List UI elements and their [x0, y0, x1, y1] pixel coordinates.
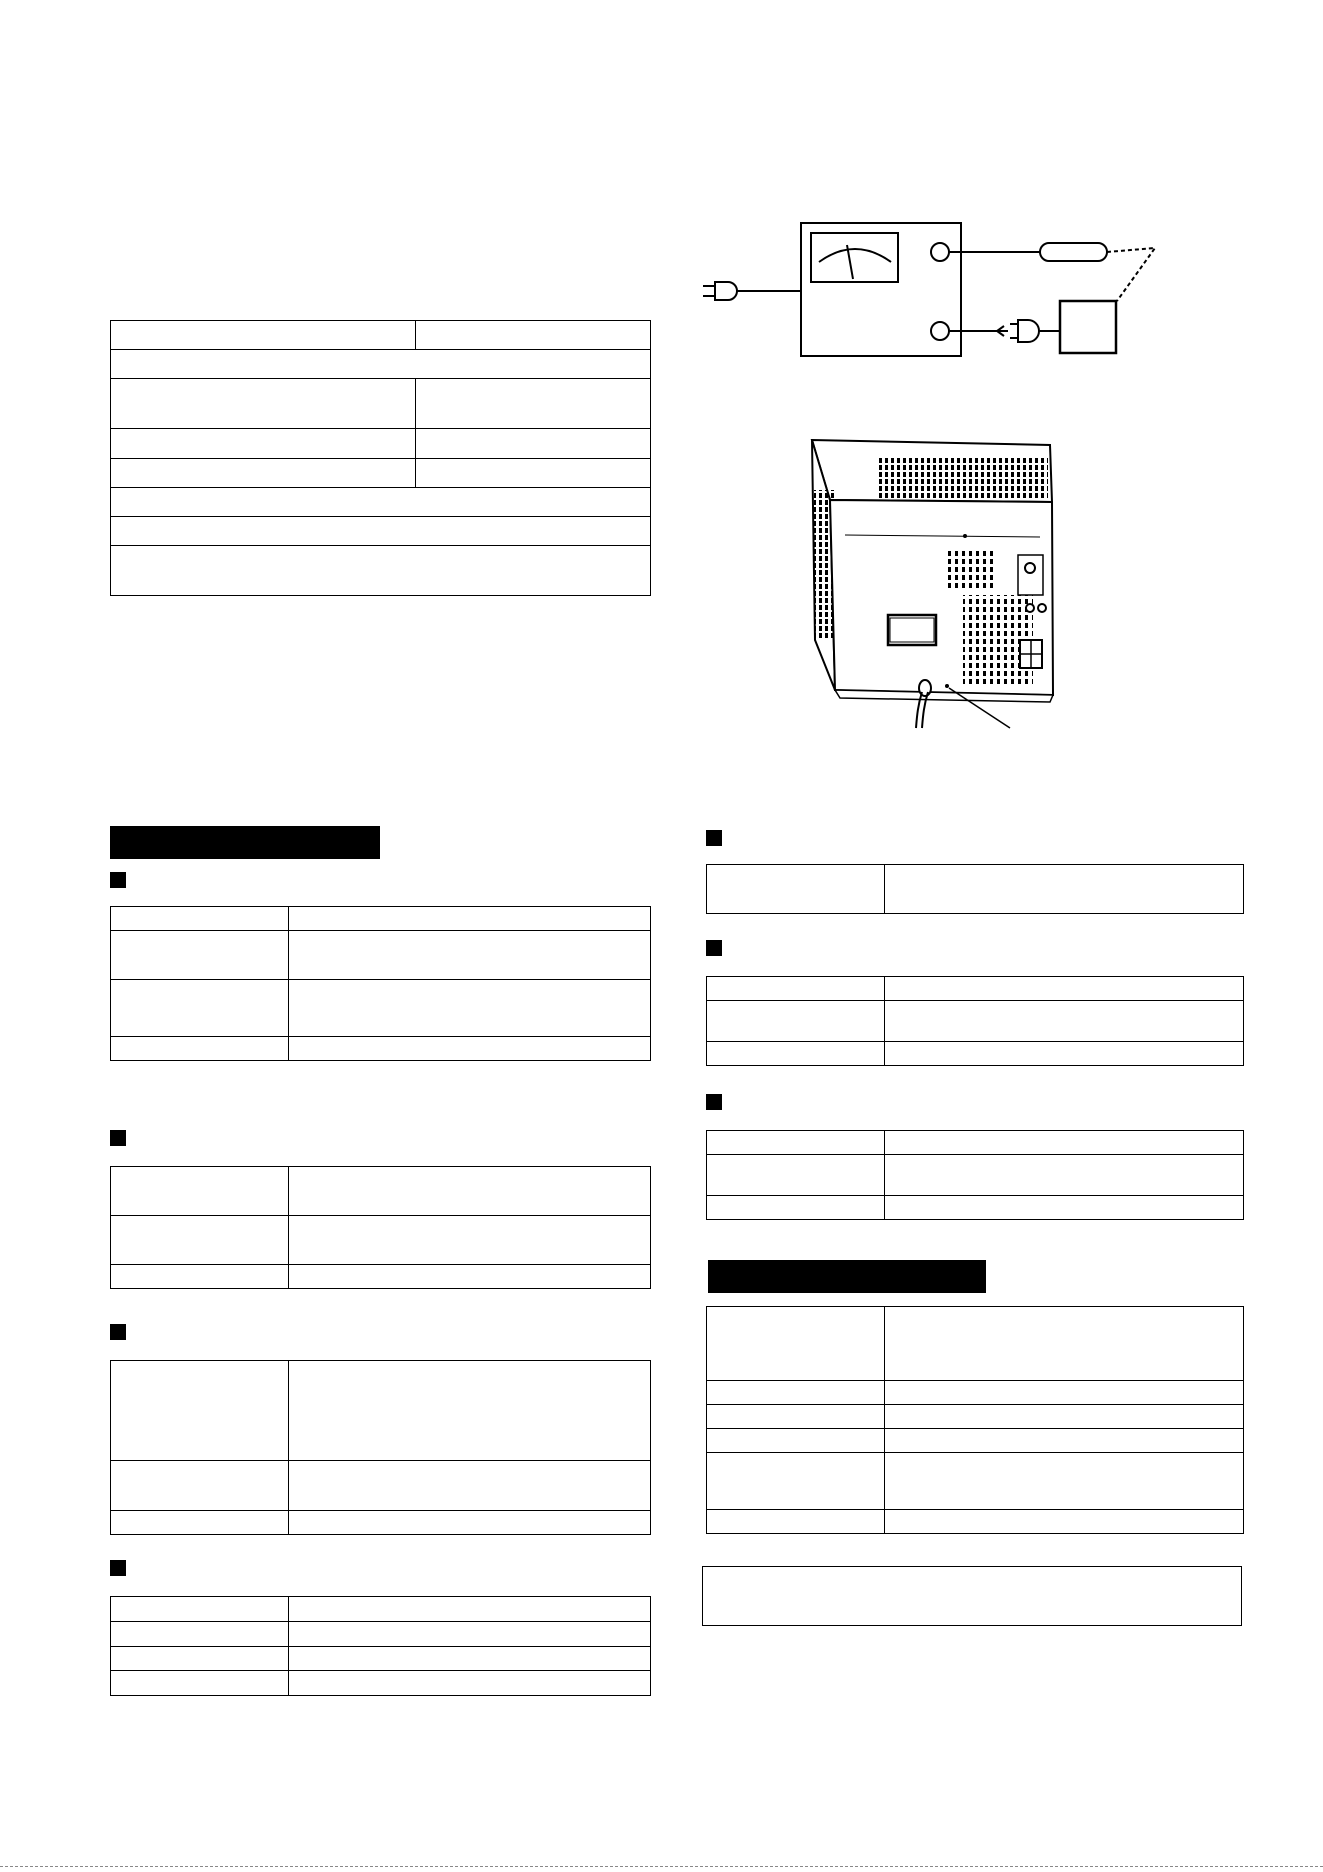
table-cell — [111, 980, 289, 1037]
table-cell — [707, 1307, 885, 1381]
section-heading-bar — [708, 1260, 986, 1293]
note-box — [702, 1566, 1242, 1626]
bullet-square-icon — [110, 1324, 126, 1340]
table-cell — [707, 1453, 885, 1510]
bullet-square-icon — [706, 940, 722, 956]
table-cell — [707, 1196, 885, 1220]
meter-dial-icon — [811, 233, 898, 282]
section-heading-bar — [110, 826, 380, 859]
table-cell — [111, 1597, 289, 1622]
table-cell — [111, 429, 416, 459]
table-cell — [111, 1361, 289, 1461]
table-cell — [885, 977, 1244, 1001]
bullet-square-icon — [110, 872, 126, 888]
table-cell — [707, 1381, 885, 1405]
stereo-unit-rear-icon — [800, 430, 1070, 730]
spec-table — [706, 1306, 1244, 1534]
spec-table — [110, 1166, 651, 1289]
table-cell — [289, 907, 651, 931]
meter-connection-diagram — [695, 215, 1175, 365]
probe-icon — [1040, 243, 1107, 261]
table-cell — [111, 321, 416, 350]
meter-terminal — [931, 322, 949, 340]
table-cell — [885, 1510, 1244, 1534]
table-cell — [707, 977, 885, 1001]
spec-table — [110, 1596, 651, 1696]
table-cell — [111, 907, 289, 931]
table-cell — [416, 321, 651, 350]
table-cell — [289, 1597, 651, 1622]
spec-table-top — [110, 320, 651, 596]
table-cell — [289, 1265, 651, 1289]
table-cell — [289, 1037, 651, 1061]
table-cell — [707, 1510, 885, 1534]
table-cell — [885, 1042, 1244, 1066]
table-cell — [289, 1671, 651, 1696]
table-cell — [111, 1216, 289, 1265]
table-cell — [111, 350, 651, 379]
spec-table — [706, 1130, 1244, 1220]
bullet-square-icon — [706, 830, 722, 846]
spec-table — [706, 976, 1244, 1066]
table-cell — [111, 931, 289, 980]
table-cell — [707, 1131, 885, 1155]
page-bottom-rule — [0, 1866, 1323, 1867]
table-cell — [289, 1461, 651, 1511]
table-cell — [885, 1196, 1244, 1220]
table-cell — [289, 1216, 651, 1265]
bullet-square-icon — [706, 1094, 722, 1110]
table-cell — [707, 1405, 885, 1429]
table-cell — [111, 1167, 289, 1216]
table-cell — [289, 1361, 651, 1461]
table-cell — [289, 1647, 651, 1671]
table-cell — [289, 1622, 651, 1647]
table-cell — [111, 1265, 289, 1289]
table-cell — [885, 1131, 1244, 1155]
table-cell — [707, 1042, 885, 1066]
table-cell — [885, 1405, 1244, 1429]
table-cell — [885, 1381, 1244, 1405]
table-cell — [111, 1511, 289, 1535]
table-cell — [289, 931, 651, 980]
bullet-square-icon — [110, 1560, 126, 1576]
spec-table — [110, 1360, 651, 1535]
table-cell — [111, 1671, 289, 1696]
meter-terminal — [931, 243, 949, 261]
table-cell — [416, 459, 651, 488]
table-cell — [111, 546, 651, 596]
table-cell — [111, 1037, 289, 1061]
table-cell — [707, 1155, 885, 1196]
table-cell — [289, 1511, 651, 1535]
bullet-square-icon — [110, 1130, 126, 1146]
spec-table — [706, 864, 1244, 914]
table-cell — [289, 980, 651, 1037]
table-cell — [111, 1647, 289, 1671]
table-cell — [111, 459, 416, 488]
table-cell — [111, 488, 651, 517]
table-cell — [707, 865, 885, 914]
table-cell — [416, 379, 651, 429]
unit-box — [1060, 301, 1116, 353]
table-cell — [885, 865, 1244, 914]
table-cell — [416, 429, 651, 459]
table-cell — [885, 1429, 1244, 1453]
table-cell — [111, 1461, 289, 1511]
spec-table — [110, 906, 651, 1061]
table-cell — [111, 517, 651, 546]
table-cell — [289, 1167, 651, 1216]
table-cell — [885, 1001, 1244, 1042]
table-cell — [707, 1429, 885, 1453]
table-cell — [111, 379, 416, 429]
table-cell — [885, 1453, 1244, 1510]
table-cell — [111, 1622, 289, 1647]
table-cell — [707, 1001, 885, 1042]
plug-icon — [703, 282, 737, 300]
table-cell — [885, 1307, 1244, 1381]
table-cell — [885, 1155, 1244, 1196]
